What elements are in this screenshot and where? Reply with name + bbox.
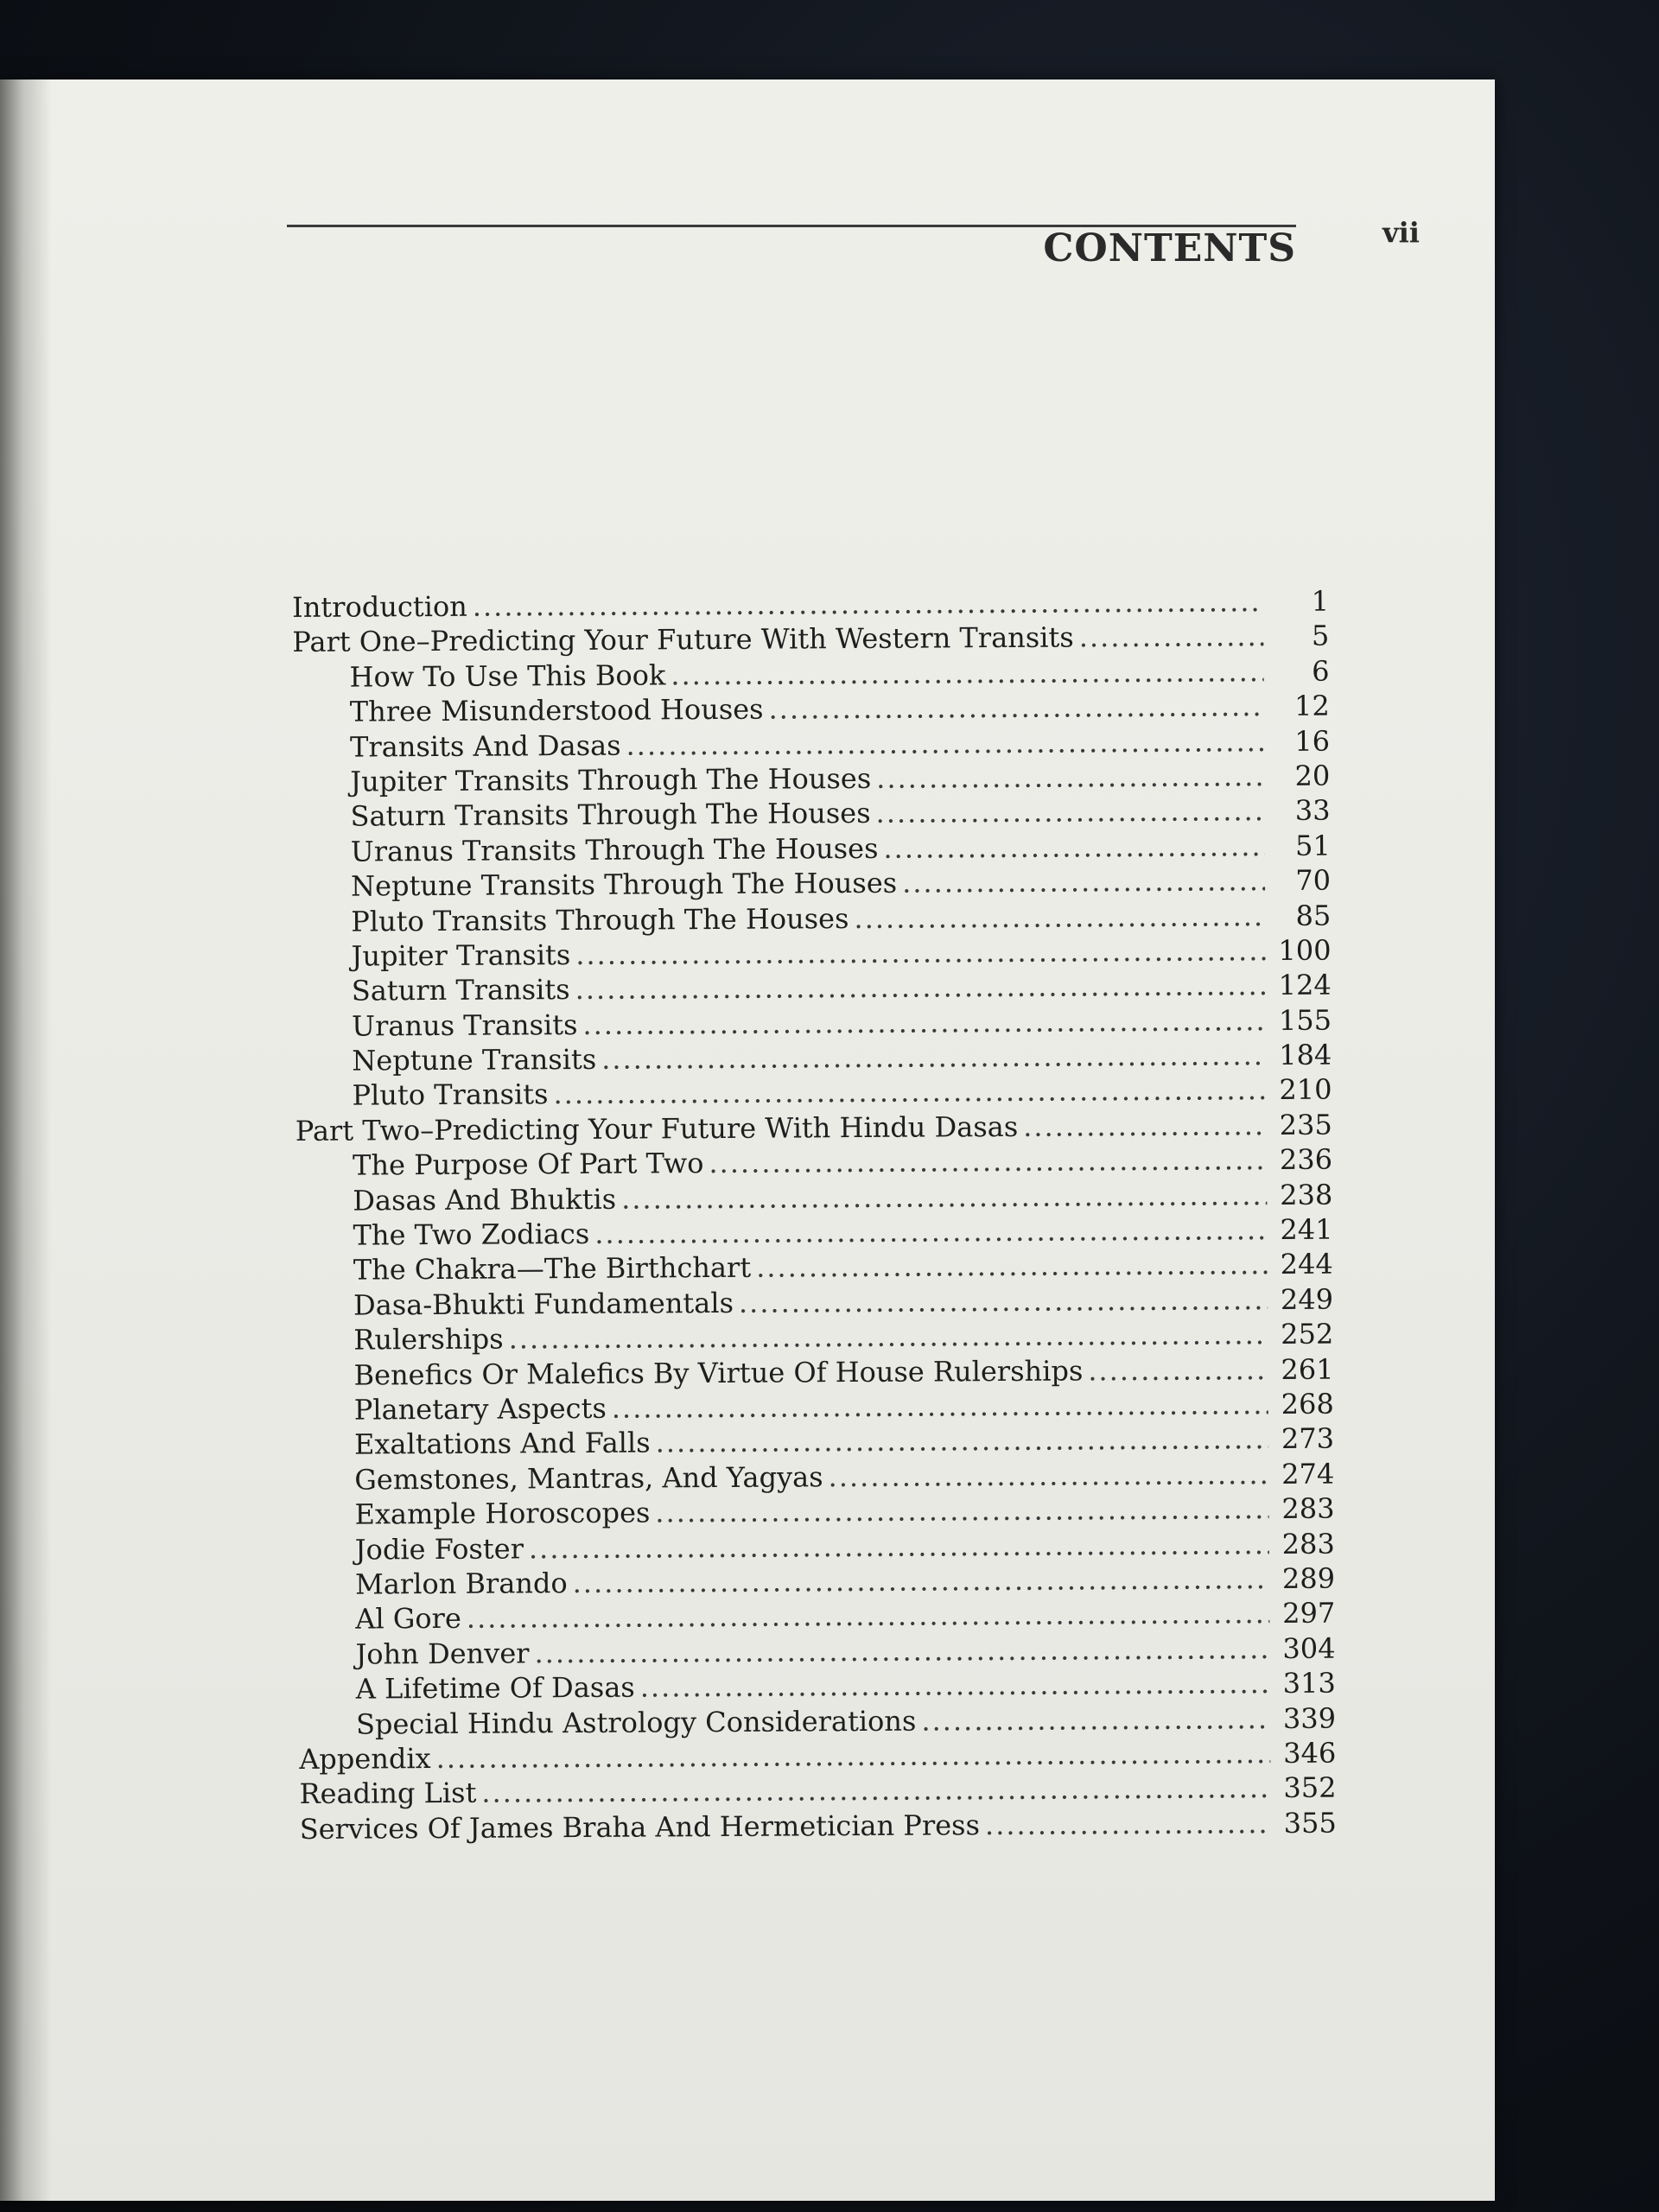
- toc-entry-page: 313: [1282, 1666, 1336, 1700]
- toc-dot-leader: [709, 1143, 1267, 1179]
- toc-entry-title: Uranus Transits Through The Houses: [350, 831, 879, 868]
- toc-entry-title: Exaltations And Falls: [353, 1426, 651, 1461]
- toc-entry-page: 33: [1294, 794, 1331, 828]
- book-page: [0, 79, 1495, 2201]
- toc-entry-page: 304: [1282, 1631, 1336, 1665]
- toc-entry-page: 51: [1294, 829, 1331, 862]
- toc-entry-title: Introduction: [292, 589, 467, 624]
- toc-dot-leader: [621, 1179, 1267, 1216]
- toc-entry-page: 1: [1311, 584, 1330, 618]
- toc-entry-page: 5: [1311, 620, 1330, 653]
- toc-dot-leader: [534, 1632, 1269, 1669]
- toc-entry-title: Example Horoscopes: [354, 1496, 651, 1531]
- toc-entry-title: Dasas And Bhuktis: [353, 1182, 617, 1217]
- toc-entry-page: 274: [1281, 1457, 1335, 1491]
- toc-entry-page: 124: [1278, 968, 1332, 1002]
- toc-dot-leader: [875, 794, 1264, 830]
- toc-dot-leader: [739, 1283, 1268, 1319]
- toc-entry-page: 210: [1279, 1073, 1332, 1107]
- toc-entry-page: 85: [1295, 899, 1332, 932]
- toc-dot-leader: [656, 1422, 1269, 1459]
- toc-entry-title: Reading List: [299, 1777, 477, 1811]
- toc-entry-title: Benefics Or Malefics By Virtue Of House Rulerships: [353, 1354, 1084, 1392]
- toc-entry-page: 249: [1280, 1282, 1334, 1316]
- toc-dot-leader: [921, 1702, 1270, 1737]
- toc-dot-leader: [467, 1597, 1270, 1635]
- toc-dot-leader: [575, 934, 1266, 971]
- toc-entry-page: 268: [1281, 1387, 1334, 1421]
- toc-entry-page: 355: [1283, 1806, 1337, 1840]
- toc-dot-leader: [509, 1318, 1268, 1355]
- toc-entry-title: Three Misunderstood Houses: [349, 692, 764, 728]
- toc-dot-leader: [854, 899, 1265, 935]
- toc-entry-title: The Two Zodiacs: [353, 1217, 590, 1252]
- toc-entry-title: Services Of James Braha And Hermetician Press: [299, 1808, 981, 1846]
- toc-dot-leader: [902, 864, 1265, 899]
- toc-dot-leader: [828, 1458, 1268, 1493]
- toc-entry-title: Appendix: [299, 1741, 431, 1776]
- toc-entry-title: Saturn Transits: [351, 973, 570, 1007]
- toc-entry-title: Transits And Dasas: [349, 728, 621, 764]
- toc-dot-leader: [553, 1074, 1266, 1111]
- toc-dot-leader: [612, 1388, 1268, 1425]
- toc-entry-title: The Purpose Of Part Two: [352, 1147, 704, 1182]
- toc-dot-leader: [626, 725, 1264, 762]
- toc-dot-leader: [529, 1528, 1269, 1565]
- toc-entry-page: 20: [1294, 759, 1331, 792]
- toc-entry-title: Special Hindu Astrology Considerations: [355, 1704, 917, 1741]
- toc-entry-page: 12: [1294, 689, 1330, 723]
- page-gutter-shadow: [0, 79, 52, 2201]
- toc-entry-title: Marlon Brando: [354, 1567, 568, 1601]
- toc-entry-page: 252: [1281, 1317, 1334, 1351]
- toc-entry-title: Pluto Transits Through The Houses: [351, 901, 849, 938]
- toc-entry-page: 6: [1312, 654, 1330, 688]
- page-number: vii: [1382, 216, 1420, 249]
- toc-entry-title: Neptune Transits: [352, 1042, 597, 1077]
- toc-dot-leader: [582, 1004, 1266, 1041]
- toc-dot-leader: [876, 760, 1264, 795]
- toc-entry-page: 184: [1279, 1038, 1332, 1072]
- toc-entry-title: Gemstones, Mantras, And Yagyas: [354, 1460, 823, 1497]
- toc-dot-leader: [601, 1039, 1266, 1076]
- toc-dot-leader: [481, 1771, 1270, 1809]
- toc-entry-title: Saturn Transits Through The Houses: [350, 797, 871, 833]
- toc-entry-page: 283: [1281, 1491, 1335, 1526]
- toc-entry-title: Planetary Aspects: [353, 1391, 607, 1427]
- toc-dot-leader: [655, 1492, 1268, 1529]
- toc-entry-page: 273: [1281, 1422, 1335, 1456]
- toc-dot-leader: [436, 1737, 1271, 1775]
- toc-entry-page: 16: [1294, 724, 1331, 758]
- toc-dot-leader: [473, 585, 1264, 623]
- toc-dot-leader: [640, 1667, 1270, 1703]
- toc-entry-title: Rulerships: [353, 1322, 504, 1357]
- toc-entry-page: 261: [1281, 1352, 1334, 1386]
- toc-dot-leader: [756, 1249, 1268, 1285]
- toc-entry-page: 244: [1280, 1248, 1333, 1281]
- toc-dot-leader: [985, 1807, 1271, 1841]
- toc-dot-leader: [671, 655, 1263, 691]
- toc-entry-title: Part Two–Predicting Your Future With Hindu Dasas: [295, 1109, 1019, 1147]
- toc-entry-title: The Chakra—The Birthchart: [353, 1251, 752, 1287]
- toc-dot-leader: [883, 830, 1265, 865]
- toc-entry-title: Uranus Transits: [351, 1007, 578, 1043]
- toc-entry-page: 70: [1295, 863, 1332, 898]
- toc-entry-page: 241: [1280, 1212, 1333, 1247]
- toc-entry-page: 155: [1278, 1003, 1332, 1037]
- toc-entry-title: Neptune Transits Through The Houses: [350, 866, 898, 903]
- toc-entry-title: Part One–Predicting Your Future With Western Transits: [292, 620, 1074, 659]
- toc-entry-title: Dasa-Bhukti Fundamentals: [353, 1286, 734, 1322]
- toc-entry-page: 346: [1283, 1736, 1337, 1770]
- toc-dot-leader: [594, 1213, 1267, 1250]
- toc-entry-title: A Lifetime Of Dasas: [355, 1670, 635, 1706]
- toc-entry-page: 235: [1279, 1108, 1332, 1141]
- toc-dot-leader: [1079, 620, 1264, 654]
- toc-entry-title: Pluto Transits: [352, 1077, 549, 1113]
- toc-dot-leader: [1088, 1353, 1268, 1387]
- toc-dot-leader: [1023, 1109, 1267, 1143]
- toc-entry-page: 236: [1279, 1142, 1333, 1177]
- toc-entry-page: 283: [1281, 1527, 1335, 1560]
- page-title: CONTENTS: [1043, 226, 1296, 270]
- toc-entry-page: 289: [1281, 1561, 1336, 1595]
- toc-entry-title: Jupiter Transits Through The Houses: [350, 761, 872, 798]
- toc-dot-leader: [573, 1562, 1270, 1599]
- toc-entry-page: 297: [1282, 1596, 1336, 1630]
- toc-entry-page: 100: [1278, 933, 1332, 967]
- toc-entry-title: Jodie Foster: [354, 1531, 524, 1567]
- toc-entry-page: 238: [1280, 1178, 1333, 1211]
- toc-entry-title: Al Gore: [355, 1602, 461, 1636]
- toc-entry: [300, 1806, 1337, 1847]
- toc-entry-title: How To Use This Book: [349, 658, 666, 694]
- toc-entry-title: John Denver: [355, 1637, 530, 1671]
- table-of-contents: [292, 585, 1337, 1847]
- toc-entry-title: Jupiter Transits: [351, 938, 571, 973]
- toc-dot-leader: [768, 690, 1264, 726]
- toc-dot-leader: [575, 969, 1266, 1006]
- toc-entry-page: 352: [1283, 1770, 1337, 1805]
- toc-entry-page: 339: [1282, 1701, 1337, 1735]
